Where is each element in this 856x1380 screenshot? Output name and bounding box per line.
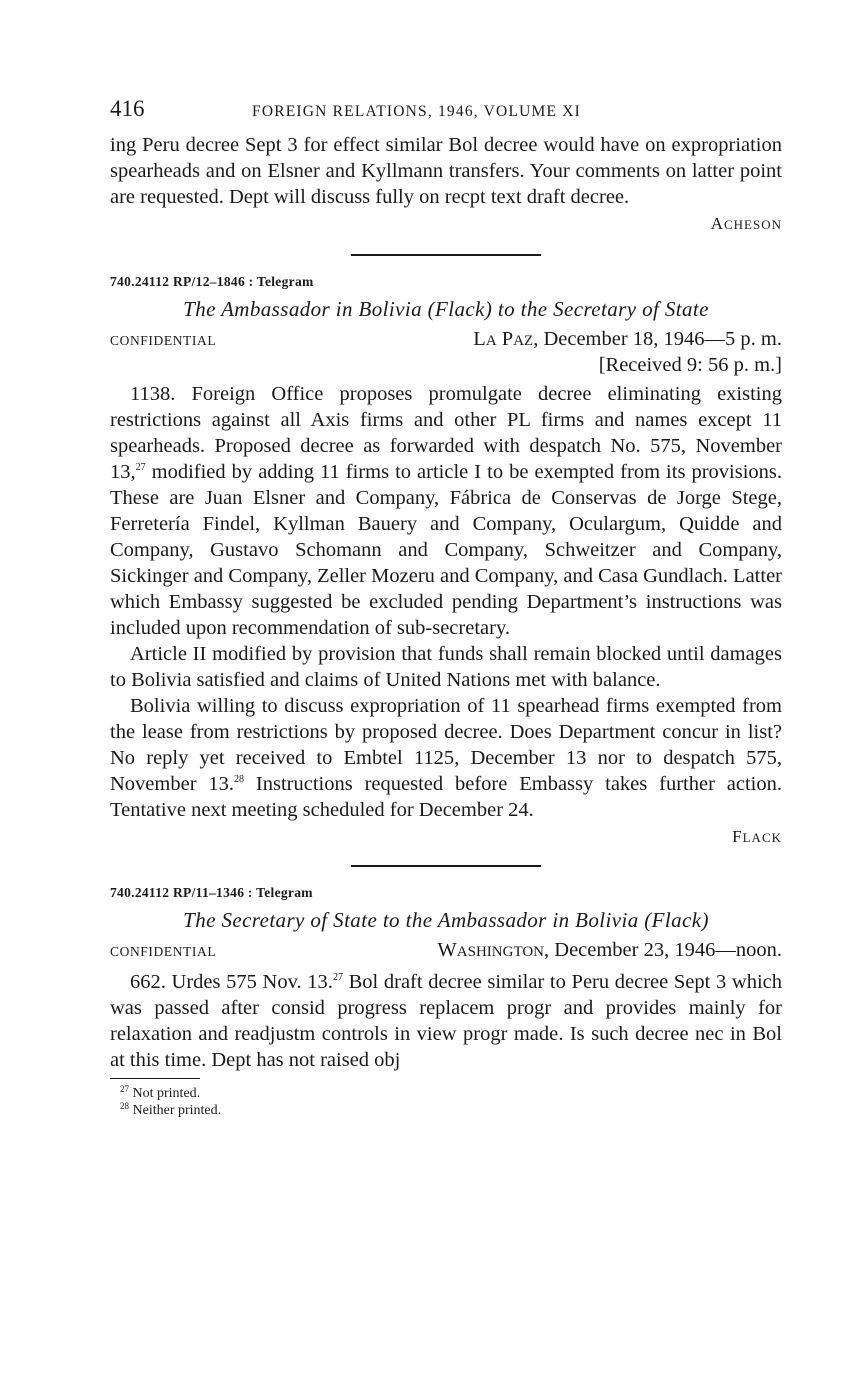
page-number: 416 xyxy=(110,96,145,121)
body-paragraph: 662. Urdes 575 Nov. 13.27 Bol draft decree similar to Peru decree Sept 3 which was passed after consid progress replacem progr and provides mainly for relaxation and readjustm controls in view progr made. Is such decree nec in Bol at this time. Dept has not raised obj xyxy=(110,971,783,1071)
body-paragraph: 1138. Foreign Office proposes promulgate decree eliminating existing restrictions against all Axis firms and other PL firms and names except 11 spearheads. Proposed decree as forwarded with despatch No. 575, November 13,27 modified by adding 11 firms to article I to be exempted from its provisions. These are Juan Elsner and Company, Fábrica de Conservas de Jorge Stege, Ferretería Findel, Kyllman Bauery and Company, Oculargum, Quidde and Company, Gustavo Schomann and Company, Schweitzer and Company, Sickinger and Company, Zeller Mozeru and Company, and Casa Gundlach. Latter which Embassy suggested be excluded pending Department’s instructions was included upon recommendation of sub-secretary. xyxy=(110,383,782,639)
body-paragraph: Bolivia willing to discuss expropriation of 11 spearhead firms exempted from the lease from restrictions by proposed decree. Does Department concur in list? No reply yet received to Embtel 1125, December 13 nor to despatch 575, November 13.28 Instructions requested before Embassy takes further action. Tentative next meeting scheduled for December 24. xyxy=(110,695,782,821)
footnote-ref: 27 xyxy=(135,462,146,473)
classification: CONFIDENTIAL xyxy=(110,333,217,348)
file-number: 740.24112 RP/11–1346 : Telegram xyxy=(110,885,313,900)
signature-acheson: ACHESON xyxy=(710,214,782,233)
received-time: [Received 9: 56 p. m.] xyxy=(598,354,782,376)
body-paragraph: Article II modified by provision that funds shall remain blocked until damages to Bolivia satisfied and claims of United Nations met with balance. xyxy=(110,643,782,691)
classification: CONFIDENTIAL xyxy=(110,944,217,959)
running-header xyxy=(110,96,782,132)
file-number: 740.24112 RP/12–1846 : Telegram xyxy=(110,274,314,289)
place-date: LA PAZ, December 18, 1946—5 p. m. xyxy=(473,328,782,350)
footnote-ref: 28 xyxy=(234,774,245,785)
footnote: $^{28}$ Neither printed. xyxy=(120,1101,222,1118)
document-page xyxy=(110,96,782,1119)
running-title: FOREIGN RELATIONS, 1946, VOLUME XI xyxy=(252,103,581,120)
footnote: $^{27}$ Not printed. xyxy=(120,1084,201,1101)
document-heading: The Secretary of State to the Ambassador in Bolivia (Flack) xyxy=(183,908,709,932)
continuation-paragraph: ing Peru decree Sept 3 for effect similar Bol decree would have on expropriation spearheads and on Elsner and Kyllmann transfers. Your comments on latter point are requested. Dept will discuss fully on recpt text draft decree. xyxy=(110,134,782,208)
footnote-divider xyxy=(110,1078,200,1079)
document-heading: The Ambassador in Bolivia (Flack) to the Secretary of State xyxy=(183,297,709,321)
place-date: WASHINGTON, December 23, 1946—noon. xyxy=(437,939,782,961)
footnote-ref: 27 xyxy=(332,972,343,983)
signature-flack: FLACK xyxy=(732,827,782,846)
dateline xyxy=(110,328,782,354)
dateline xyxy=(110,939,782,965)
